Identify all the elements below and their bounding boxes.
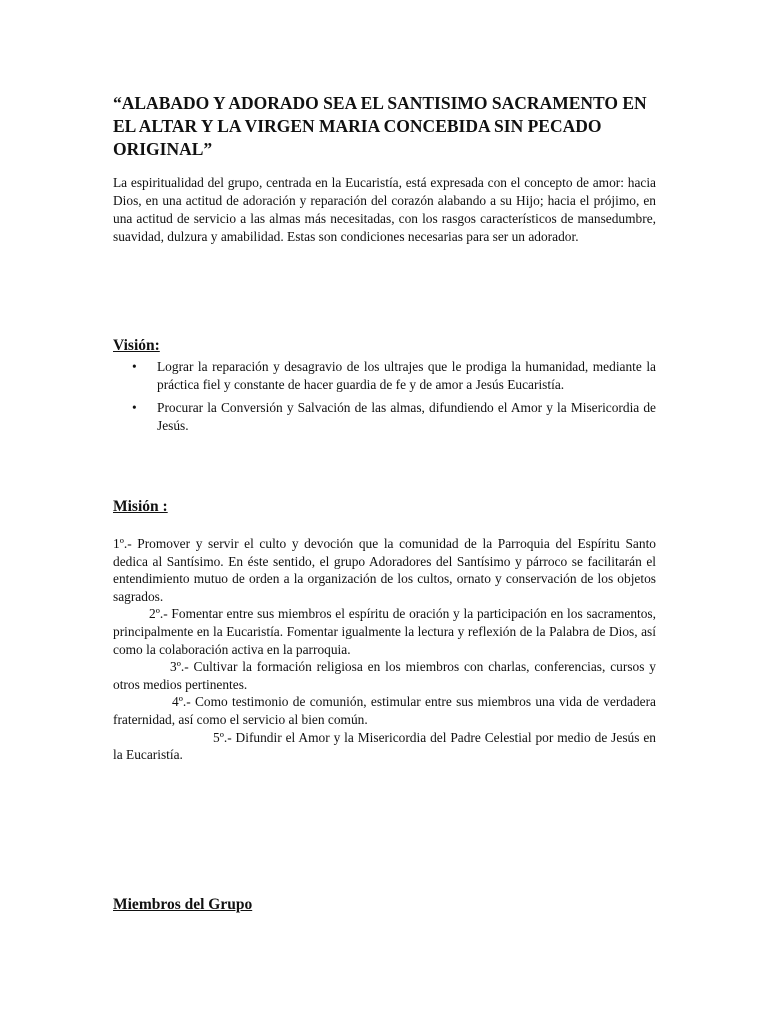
vision-item-text: Procurar la Conversión y Salvación de las almas, difundiendo el Amor y la Misericordia de Jesús. xyxy=(157,400,656,433)
bullet-icon: • xyxy=(132,400,137,415)
list-item xyxy=(113,358,656,393)
mision-item: 1º.- Promover y servir el culto y devoción que la comunidad de la Parroquia del Espíritu Santo dedica al Santísimo. En éste sentido, el grupo Adoradores del Santísimo y párroco se facilitarán el entendimiento mutuo de orden a la organización de los cultos, ornato y conservación de los objetos sagrados. xyxy=(113,536,656,604)
mision-item: 2º.- Fomentar entre sus miembros el espíritu de oración y la participación en los sacramentos, principalmente en la Eucaristía. Fomentar igualmente la lectura y reflexión de la Palabra de Dios, así como la colaboración activa en la parroquia. xyxy=(113,606,656,657)
bullet-icon: • xyxy=(132,359,137,374)
miembros-heading: Miembros del Grupo xyxy=(113,896,253,913)
mision-item: 3º.- Cultivar la formación religiosa en los miembros con charlas, conferencias, cursos y otros medios pertinentes. xyxy=(113,659,656,692)
vision-item-text: Lograr la reparación y desagravio de los ultrajes que le prodiga la humanidad, mediante la práctica fiel y constante de hacer guardia de fe y de amor a Jesús Eucaristía. xyxy=(157,359,656,392)
vision-list xyxy=(113,358,656,434)
mision-heading: Misión : xyxy=(113,498,168,515)
document-title: “ALABADO Y ADORADO SEA EL SANTISIMO SACRAMENTO EN EL ALTAR Y LA VIRGEN MARIA CONCEBIDA SIN PECADO ORIGINAL” xyxy=(113,93,647,159)
intro-paragraph: La espiritualidad del grupo, centrada en la Eucaristía, está expresada con el concepto de amor: hacia Dios, en una actitud de adoración y reparación del corazón alabando a su Hijo; hacia el prójimo, en una actitud de servicio a las almas más necesitadas, con los rasgos característicos de mansedumbre, suavidad, dulzura y amabilidad. Estas son condiciones necesarias para ser un adorador. xyxy=(113,175,656,244)
list-item xyxy=(113,399,656,434)
mision-item: 4º.- Como testimonio de comunión, estimular entre sus miembros una vida de verdadera fraternidad, así como el servicio al bien común. xyxy=(113,694,656,727)
vision-heading: Visión: xyxy=(113,337,160,354)
mision-list xyxy=(113,535,656,764)
mision-item: 5º.- Difundir el Amor y la Misericordia del Padre Celestial por medio de Jesús en la Eucaristía. xyxy=(113,729,656,763)
